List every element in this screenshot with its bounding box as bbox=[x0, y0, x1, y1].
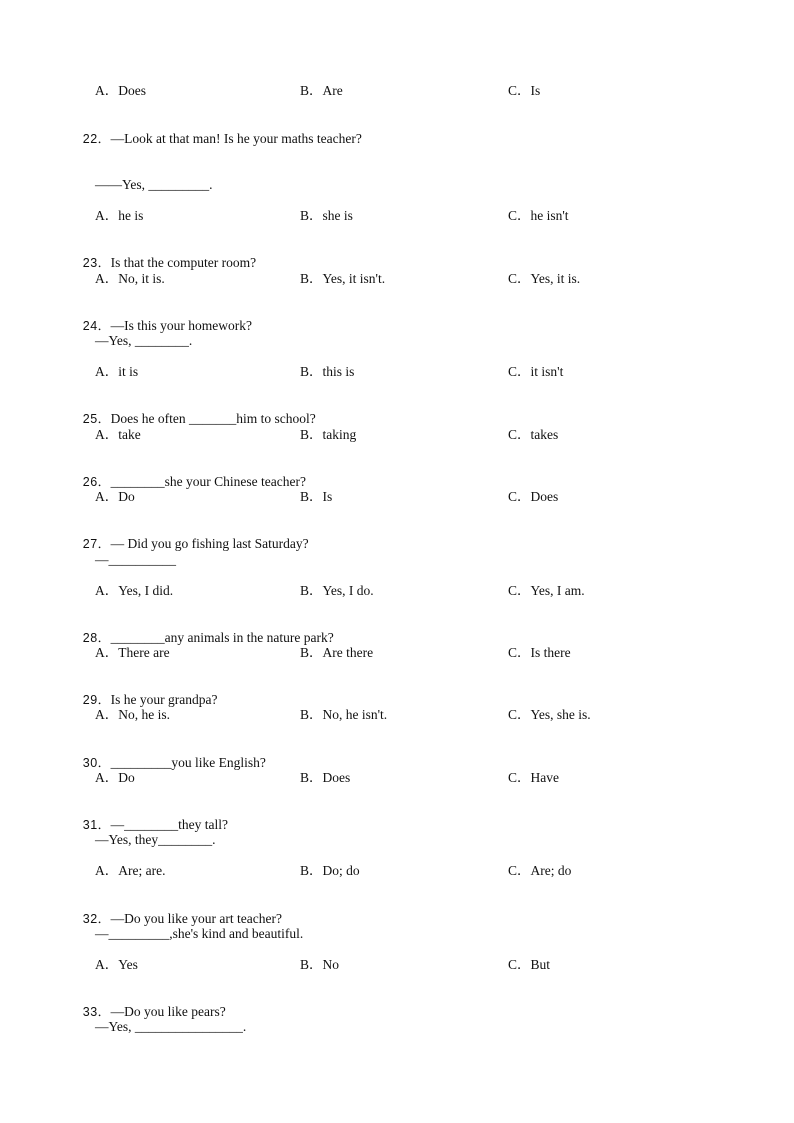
option-a[interactable]: A．Do bbox=[95, 489, 135, 504]
question-stem: —Do you like your art teacher? bbox=[110, 911, 282, 926]
option-c[interactable]: C．Yes, it is. bbox=[508, 271, 581, 286]
question-stem: Does he often _______him to school? bbox=[110, 411, 316, 426]
question-number: 25． bbox=[82, 412, 111, 426]
question-stem: — Did you go fishing last Saturday? bbox=[110, 536, 309, 551]
option-c[interactable]: C．Does bbox=[508, 489, 559, 504]
option-a[interactable]: A．No, it is. bbox=[95, 271, 165, 286]
option-c[interactable]: C．takes bbox=[508, 427, 559, 442]
option-b[interactable]: B．Do; do bbox=[300, 863, 360, 878]
question-stem: —________they tall? bbox=[110, 817, 229, 832]
option-a[interactable]: A．No, he is. bbox=[95, 707, 170, 722]
question-27 bbox=[76, 520, 309, 552]
question-number: 32． bbox=[82, 912, 111, 926]
option-b[interactable]: B．Does bbox=[300, 770, 351, 785]
question-stem: _________you like English? bbox=[110, 755, 266, 770]
question-number: 27． bbox=[82, 537, 111, 551]
option-b[interactable]: B．Are there bbox=[300, 645, 374, 660]
option-c[interactable]: C．Have bbox=[508, 770, 559, 785]
question-32 bbox=[76, 895, 282, 927]
option-c[interactable]: C．Is there bbox=[508, 645, 571, 660]
option-a[interactable]: A．Yes bbox=[95, 957, 138, 972]
option-b[interactable]: B．taking bbox=[300, 427, 357, 442]
option-b[interactable]: B．Are bbox=[300, 83, 343, 98]
answer-line: ——Yes, _________. bbox=[95, 177, 213, 192]
option-b[interactable]: B．No, he isn't. bbox=[300, 707, 388, 722]
answer-line: —__________ bbox=[95, 552, 176, 567]
question-26 bbox=[76, 458, 306, 490]
question-stem: Is he your grandpa? bbox=[110, 692, 218, 707]
question-25 bbox=[76, 395, 316, 427]
answer-line: —_________,she's kind and beautiful. bbox=[95, 926, 304, 941]
question-22 bbox=[76, 115, 362, 147]
answer-line: —Yes, ________. bbox=[95, 333, 193, 348]
question-number: 30． bbox=[82, 756, 111, 770]
option-c[interactable]: C．Yes, she is. bbox=[508, 707, 591, 722]
option-c[interactable]: C．But bbox=[508, 957, 551, 972]
question-stem: ________she your Chinese teacher? bbox=[110, 474, 306, 489]
option-a[interactable]: A．he is bbox=[95, 208, 144, 223]
option-a[interactable]: A．Do bbox=[95, 770, 135, 785]
question-29 bbox=[76, 676, 218, 708]
option-b[interactable]: B．Yes, I do. bbox=[300, 583, 374, 598]
question-number: 33． bbox=[82, 1005, 111, 1019]
question-stem: —Do you like pears? bbox=[110, 1004, 226, 1019]
question-31 bbox=[76, 801, 228, 833]
option-b[interactable]: B．Is bbox=[300, 489, 333, 504]
question-23 bbox=[76, 239, 256, 271]
option-c[interactable]: C．Is bbox=[508, 83, 541, 98]
option-b[interactable]: B．this is bbox=[300, 364, 355, 379]
option-a[interactable]: A．it is bbox=[95, 364, 139, 379]
question-number: 31． bbox=[82, 818, 111, 832]
option-c[interactable]: C．Are; do bbox=[508, 863, 572, 878]
option-a[interactable]: A．Yes, I did. bbox=[95, 583, 174, 598]
answer-line: —Yes, they________. bbox=[95, 832, 216, 847]
question-stem: Is that the computer room? bbox=[110, 255, 257, 270]
option-a[interactable]: A．Are; are. bbox=[95, 863, 166, 878]
question-24 bbox=[76, 302, 252, 334]
question-number: 26． bbox=[82, 475, 111, 489]
option-a[interactable]: A．take bbox=[95, 427, 141, 442]
question-number: 29． bbox=[82, 693, 111, 707]
question-number: 24． bbox=[82, 319, 111, 333]
question-stem: —Look at that man! Is he your maths teacher? bbox=[110, 131, 362, 146]
option-c[interactable]: C．Yes, I am. bbox=[508, 583, 585, 598]
question-33 bbox=[76, 988, 226, 1020]
option-c[interactable]: C．he isn't bbox=[508, 208, 569, 223]
question-number: 22． bbox=[82, 132, 111, 146]
question-28 bbox=[76, 614, 334, 646]
option-b[interactable]: B．Yes, it isn't. bbox=[300, 271, 386, 286]
question-number: 23． bbox=[82, 256, 111, 270]
answer-line: —Yes, ________________. bbox=[95, 1019, 247, 1034]
option-b[interactable]: B．she is bbox=[300, 208, 353, 223]
question-stem: ________any animals in the nature park? bbox=[110, 630, 334, 645]
option-a[interactable]: A．Does bbox=[95, 83, 146, 98]
option-b[interactable]: B．No bbox=[300, 957, 340, 972]
option-a[interactable]: A．There are bbox=[95, 645, 170, 660]
question-stem: —Is this your homework? bbox=[110, 318, 253, 333]
question-30 bbox=[76, 739, 266, 771]
question-number: 28． bbox=[82, 631, 111, 645]
option-c[interactable]: C．it isn't bbox=[508, 364, 564, 379]
